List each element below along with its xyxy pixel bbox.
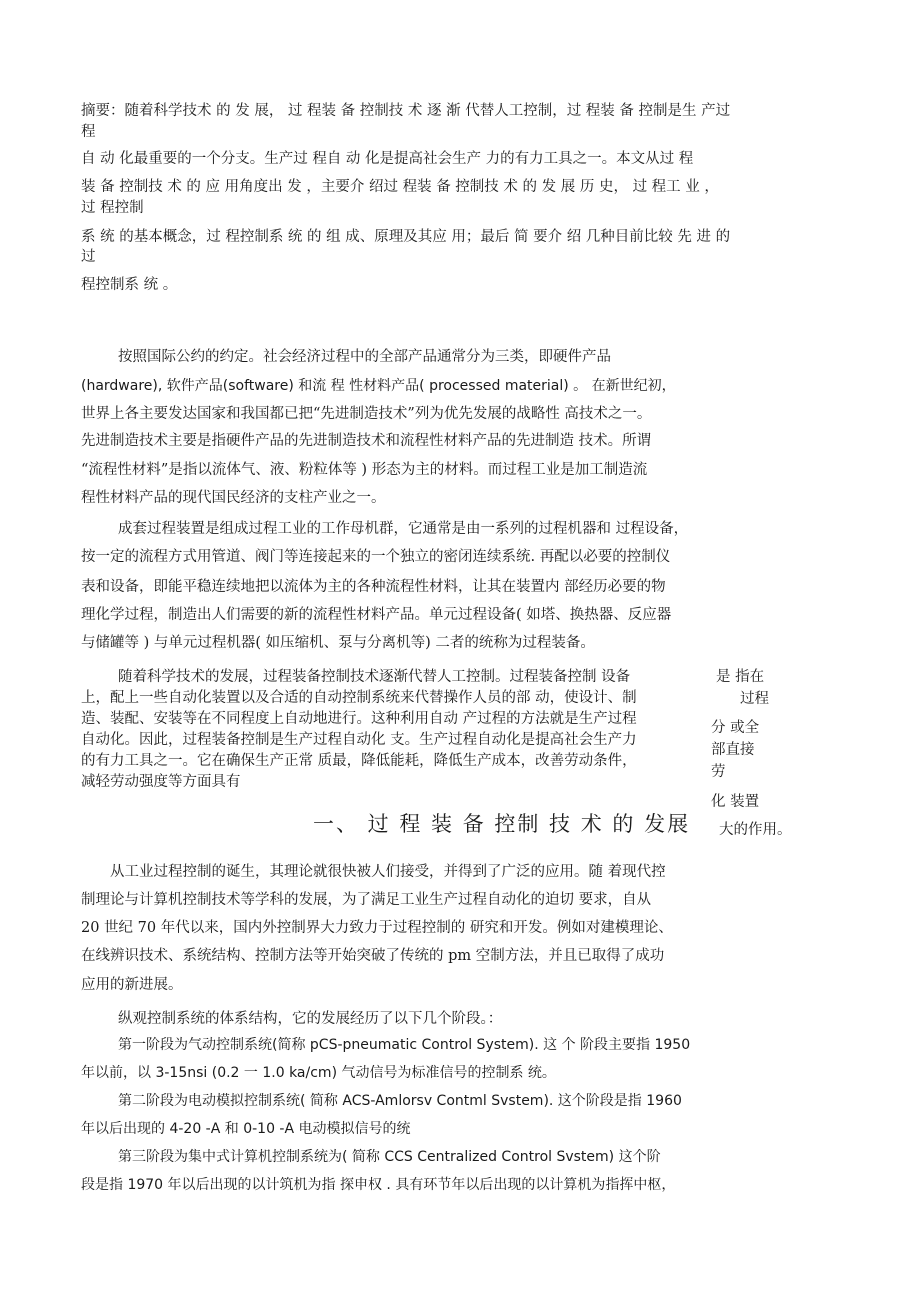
- paragraph-stages-intro: 纵观控制系统的体系结构，它的发展经历了以下几个阶段。：: [118, 1011, 503, 1027]
- paragraph-line: 成套过程装置是组成过程工业的工作母机群，它通常是由一系列的过程机器和 过程设备，: [118, 521, 689, 537]
- abstract-line: 过 程控制: [81, 200, 144, 216]
- abstract-line: 系 统 的基本概念，过 程控制系 统 的 组 成、原理及其应 用；最后 简 要介 绍 几种目前比较 先 进 的: [81, 229, 731, 245]
- side-fragment: 化 装置: [711, 794, 760, 810]
- paragraph-line: 制理论与计算机控制技术等学科的发展，为了满足工业生产过程自动化的迫切 要求，自从: [81, 892, 652, 908]
- paragraph-line: 先进制造技术主要是指硬件产品的先进制造技术和流程性材料产品的先进制造 技术。所谓: [81, 433, 652, 449]
- paragraph-line: 第三阶段为集中式计算机控制系统为( 简称 CCS Centralized Control Svstem) 这个阶: [118, 1149, 661, 1165]
- paragraph-line: 年以前，以 3-15nsi (0.2 一 1.0 ka/cm) 气动信号为标准信号的控制系 统。: [81, 1065, 556, 1081]
- paragraph-line: 在线辨识技术、系统结构、控制方法等开始突破了传统的 pm 空制方法，并且已取得了成功: [81, 948, 665, 964]
- side-fragment: 部直接: [711, 742, 755, 758]
- paragraph-line: 的有力工具之一。它在确保生产正常 质最，降低能耗，降低生产成本，改善劳动条件，: [81, 753, 637, 769]
- abstract-line: 过: [81, 249, 96, 265]
- side-fragment: 劳: [711, 764, 726, 780]
- paragraph-line: 应用的新进展。: [81, 977, 183, 993]
- paragraph-line: 与储罐等 ) 与单元过程机器( 如压缩机、泵与分离机等) 二者的统称为过程装备。: [81, 635, 595, 651]
- abstract-line: 程: [81, 124, 96, 140]
- section-heading: 一、 过 程 装 备 控制 技 术 的 发展: [313, 812, 691, 836]
- paragraph-line: 年以后出现的 4-20 -A 和 0-10 -A 电动模拟信号的统: [81, 1121, 411, 1137]
- side-fragment: 大的作用。: [719, 822, 792, 838]
- side-fragment: 是 指在: [716, 669, 765, 685]
- paragraph-line: 段是指 1970 年以后出现的以计筑机为指 探申权 . 具有环节年以后出现的以计算机为指挥中枢，: [81, 1177, 676, 1193]
- paragraph-line: 第二阶段为电动模拟控制系统( 简称 ACS-Amlorsv Contml Svstem). 这个阶段是指 1960: [118, 1093, 682, 1109]
- abstract-line: 装 备 控制技 术 的 应 用角度出 发 ，主要介 绍过 程装 备 控制技 术 的 发 展 历 史， 过 程工 业 ，: [81, 179, 719, 195]
- abstract-line: 摘要：随着科学技术 的 发 展， 过 程装 备 控制技 术 逐 渐 代替人工控制，过 程装 备 控制是生 产过: [81, 103, 731, 119]
- abstract-line: 程控制系 统 。: [81, 277, 178, 293]
- paragraph-line: 自动化。因此，过程装备控制是生产过程自动化 支。生产过程自动化是提高社会生产力: [81, 732, 637, 748]
- paragraph-line: 世界上各主要发达国家和我国都已把“先进制造技术”列为优先发展的战略性 高技术之一。: [81, 406, 652, 422]
- paragraph-line: (hardware), 软件产品(software) 和流 程 性材料产品( processed material) 。 在新世纪初，: [81, 378, 676, 394]
- side-fragment: 分 或全: [711, 720, 760, 736]
- paragraph-line: 造、装配、安装等在不同程度上自动地进行。这种利用自动 产过程的方法就是生产过程: [81, 711, 637, 727]
- paragraph-line: 上，配上一些自动化装置以及合适的自动控制系统来代替操作人员的部 动，使设计、制: [81, 690, 637, 706]
- paragraph-line: 按照国际公约的约定。社会经济过程中的全部产品通常分为三类，即硬件产品: [118, 349, 611, 365]
- paragraph-line: 表和设备，即能平稳连续地把以流体为主的各种流程性材料，让其在装置内 部经历必要的物: [81, 579, 666, 595]
- paragraph-line: 按一定的流程方式用管道、阀门等连接起来的一个独立的密闭连续系统. 再配以必要的控制仪: [81, 549, 671, 565]
- paragraph-line: 理化学过程，制造出人们需要的新的流程性材料产品。单元过程设备( 如塔、换热器、反应器: [81, 607, 672, 623]
- paragraph-line: 程性材料产品的现代国民经济的支柱产业之一。: [81, 490, 386, 506]
- paragraph-line: 减轻劳动强度等方面具有: [81, 774, 241, 790]
- paragraph-line: 20 世纪 70 年代以来，国内外控制界大力致力于过程控制的 研究和开发。例如对建模理论、: [81, 920, 673, 936]
- paragraph-line: 随着科学技术的发展，过程装备控制技术逐渐代替人工控制。过程装备控制 设备: [118, 669, 631, 685]
- paragraph-line: 从工业过程控制的诞生，其理论就很快被人们接受，并得到了广泛的应用。随 着现代控: [110, 864, 666, 880]
- paragraph-line: 第一阶段为气动控制系统(简称 pCS-pneumatic Control System). 这 个 阶段主要指 1950: [118, 1037, 691, 1053]
- abstract-line: 自 动 化最重要的一个分支。生产过 程自 动 化是提高社会生产 力的有力工具之一。本文从过 程: [81, 151, 694, 167]
- paragraph-line: “流程性材料”是指以流体气、液、粉粒体等 ) 形态为主的材料。而过程工业是加工制造流: [81, 462, 648, 478]
- side-fragment: 过程: [740, 691, 769, 707]
